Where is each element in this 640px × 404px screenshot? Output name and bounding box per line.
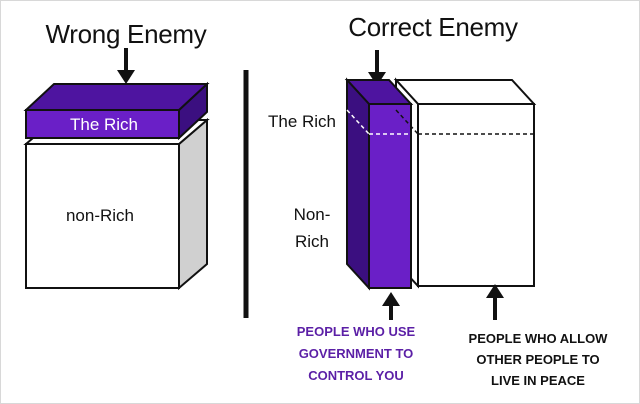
left-title-arrow-icon: [117, 48, 135, 84]
purple-caption-line: PEOPLE WHO USE: [296, 324, 416, 339]
right-purple-column: [347, 80, 411, 288]
white-up-arrow-icon: [486, 284, 504, 320]
left-panel: [26, 19, 207, 288]
right-panel: [268, 12, 608, 388]
purple-caption: [297, 324, 416, 383]
white-caption: [469, 331, 609, 388]
right-white-block: [396, 80, 534, 286]
right-rich-label: The Rich: [267, 112, 337, 131]
white-caption-line: OTHER PEOPLE TO: [476, 352, 600, 367]
left-rich-label: The Rich: [69, 115, 139, 134]
left-nonrich-block: [26, 120, 207, 288]
left-nonrich-label: non-Rich: [65, 206, 135, 225]
right-nonrich-label-line2: Rich: [294, 232, 330, 251]
right-title: Correct Enemy: [348, 12, 518, 42]
purple-caption-line: CONTROL YOU: [308, 368, 404, 383]
white-caption-line: LIVE IN PEACE: [491, 373, 585, 388]
white-caption-line: PEOPLE WHO ALLOW: [468, 331, 608, 346]
left-title: Wrong Enemy: [45, 19, 207, 49]
right-nonrich-label-line1: Non-: [293, 205, 331, 224]
purple-up-arrow-icon: [382, 292, 400, 320]
left-rich-block: [26, 84, 207, 138]
purple-caption-line: GOVERNMENT TO: [298, 346, 414, 361]
